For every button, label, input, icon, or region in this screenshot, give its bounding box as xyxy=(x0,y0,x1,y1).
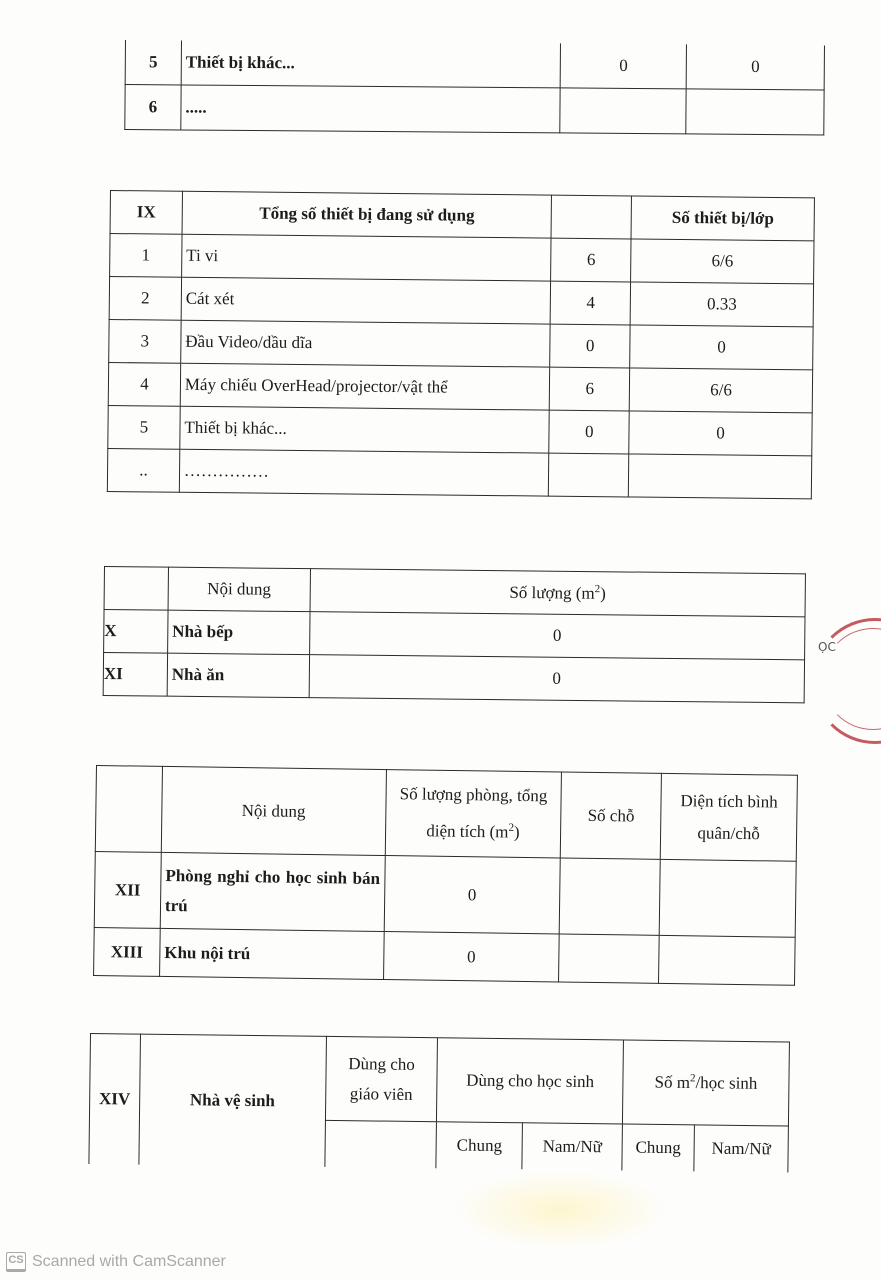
header-text: Diện tích bình xyxy=(680,790,778,812)
row-count: 4 xyxy=(551,281,631,325)
cs-logo-icon: CS xyxy=(6,1252,26,1272)
kitchen-dining-table xyxy=(103,566,806,703)
row-number: XI xyxy=(103,653,167,697)
column-header-per-student xyxy=(623,1040,790,1126)
table-row xyxy=(94,851,796,937)
toilet-table xyxy=(88,1033,790,1172)
header-text: diện tích (m xyxy=(426,821,509,842)
row-number: 5 xyxy=(108,405,180,449)
dormitory-table xyxy=(93,765,798,986)
watermark-text: Scanned with CamScanner xyxy=(32,1253,226,1270)
header-text: Số m xyxy=(654,1072,691,1093)
row-number: 5 xyxy=(125,40,181,85)
table-row xyxy=(109,277,813,327)
row-count: 0 xyxy=(550,324,630,368)
row-number: 3 xyxy=(109,319,181,363)
header-text: /học sinh xyxy=(695,1073,758,1093)
table-row xyxy=(94,927,796,985)
row-count: 6 xyxy=(551,238,631,282)
row-per-class: 0 xyxy=(630,325,813,370)
empty-cell xyxy=(324,1120,436,1167)
row-number: 4 xyxy=(108,362,180,406)
row-value xyxy=(686,89,824,135)
superscript: 2 xyxy=(689,1072,696,1085)
row-value: 0 xyxy=(560,43,686,88)
column-header xyxy=(551,195,631,239)
table-header xyxy=(110,191,814,241)
table-row xyxy=(104,610,805,660)
subheader-gender: Nam/Nữ xyxy=(694,1125,789,1172)
row-number: .. xyxy=(107,448,179,492)
column-header-quantity xyxy=(310,569,806,617)
empty-cell xyxy=(104,567,168,611)
empty-cell xyxy=(95,766,162,853)
row-count xyxy=(549,453,629,497)
row-item: Phòng nghỉ cho học sinh bán trú xyxy=(160,852,385,931)
column-header-content: Nội dung xyxy=(161,766,386,855)
superscript: 2 xyxy=(508,821,515,835)
table-header xyxy=(89,1034,789,1127)
superscript: 2 xyxy=(594,582,601,595)
row-number: XII xyxy=(94,851,161,928)
header-text: Số lượng (m xyxy=(509,582,595,603)
row-item: Thiết bị khác... xyxy=(180,406,550,453)
row-per-class: 0 xyxy=(629,411,812,456)
row-item: Cát xét xyxy=(181,277,551,324)
table-row xyxy=(125,85,824,135)
column-header-content: Nội dung xyxy=(168,567,310,611)
subheader-gender: Nam/Nữ xyxy=(522,1123,622,1170)
header-text: giáo viên xyxy=(349,1083,413,1104)
row-number: X xyxy=(104,610,168,654)
table-row xyxy=(125,40,824,90)
row-number: 1 xyxy=(110,234,182,278)
section-title: Tổng số thiết bị đang sử dụng xyxy=(182,191,552,238)
table-row xyxy=(108,362,812,412)
table-row xyxy=(107,448,811,498)
row-item: Nhà bếp xyxy=(168,610,310,654)
row-per-class: 6/6 xyxy=(631,239,814,284)
subheader-common: Chung xyxy=(436,1122,522,1169)
row-count: 0 xyxy=(549,410,629,454)
row-item: Đầu Video/dầu dĩa xyxy=(181,320,551,367)
row-per-class xyxy=(629,454,812,499)
row-seats xyxy=(559,858,660,935)
column-header-seats: Số chỗ xyxy=(561,772,662,859)
row-number: XIII xyxy=(94,927,161,976)
row-value xyxy=(560,88,686,134)
row-seats xyxy=(559,934,660,983)
row-item: Thiết bị khác... xyxy=(181,40,561,87)
equipment-in-use-table xyxy=(107,190,815,499)
row-count: 6 xyxy=(550,367,630,411)
section-number: IX xyxy=(110,191,182,235)
stamp-text: ỌC xyxy=(818,640,836,654)
row-item: …………… xyxy=(179,449,549,496)
row-rooms: 0 xyxy=(384,856,561,934)
table-row xyxy=(109,319,813,369)
row-value: 0 xyxy=(686,44,824,90)
scanner-watermark xyxy=(6,1252,226,1272)
column-header-students: Dùng cho học sinh xyxy=(437,1038,624,1124)
row-area xyxy=(659,935,796,985)
section-title: Nhà vệ sinh xyxy=(139,1034,326,1166)
table-row xyxy=(103,653,804,703)
row-item: Ti vi xyxy=(181,234,551,281)
header-text: Dùng cho xyxy=(348,1053,415,1074)
subheader-common: Chung xyxy=(622,1124,694,1171)
row-item: Nhà ăn xyxy=(167,653,309,697)
row-number: 6 xyxy=(125,85,181,130)
header-text: ) xyxy=(600,583,606,603)
column-header-teachers xyxy=(325,1036,438,1121)
column-header-area xyxy=(660,773,797,861)
row-per-class: 6/6 xyxy=(629,368,812,413)
row-item: Máy chiếu OverHead/projector/vật thể xyxy=(180,363,550,410)
scan-light-artifact xyxy=(450,1170,670,1250)
row-quantity: 0 xyxy=(309,612,805,660)
row-item: ..... xyxy=(181,85,561,133)
column-header-rooms xyxy=(385,770,562,858)
row-rooms: 0 xyxy=(383,932,559,982)
row-number: 2 xyxy=(109,277,181,321)
row-per-class: 0.33 xyxy=(630,282,813,327)
table-row xyxy=(108,405,812,455)
row-quantity: 0 xyxy=(309,655,805,703)
column-header-per-class: Số thiết bị/lớp xyxy=(631,196,814,241)
table-header xyxy=(95,766,797,862)
table-row xyxy=(110,234,814,284)
equipment-table-tail xyxy=(124,40,825,135)
table-header xyxy=(104,567,805,617)
section-number: XIV xyxy=(89,1034,141,1165)
row-area xyxy=(659,859,796,937)
header-text: Số lượng phòng, tổng xyxy=(399,784,548,806)
header-text: ) xyxy=(513,822,520,842)
row-item: Khu nội trú xyxy=(159,928,383,979)
header-text: quân/chỗ xyxy=(697,822,760,843)
